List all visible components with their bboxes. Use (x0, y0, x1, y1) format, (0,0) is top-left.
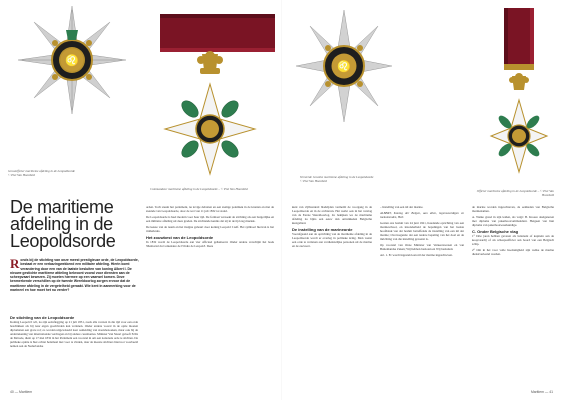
left-column-1 (10, 314, 138, 390)
royal-decree-salutation: ALBERT, Koning der Belgen, aan allen, tegenwoordigen en toekomenden, Heil. (380, 210, 464, 219)
paragraph: A. Weike graad in zijn leiden, als volgt: B. Kroeze deelgenoten met diploma van paketbootcommandant. Hetgeen van hun diploma van paketbootweerkundige. (472, 214, 554, 227)
commander-caption: Commandeur maritieme afdeling in de Leopoldsorde – © Piet Van Hoordeld (150, 187, 248, 191)
paragraph: De keuze van de naam en het insigne gebeurt door koning Leopold I zelf. Het symbool hiervan is het ridderkruis. (146, 224, 274, 233)
paragraph: 1° Drie jaren hebben gevaren als luitenant of kapitein aan de koopvaardij of als scheepsofficier aan boord van een Belgisch schip. (472, 234, 554, 247)
paragraph: Art. 1. Er wordt ingesteld een nil der marine ingeschreven. (380, 252, 453, 257)
spine-gutter (281, 0, 282, 400)
paragraph: Op voorstel van Onze Minister van Verkeerswezen en van Buitenlandse Zaken; Wij hebben besloten en Wij besluiten: (380, 242, 464, 251)
officer-cross-photo (488, 6, 550, 186)
right-column-2 (380, 206, 464, 390)
section-heading-instelling: De instelling van de marineorde (292, 226, 353, 232)
paragraph: orden. Toch steunt het parlement, na lovige debatten en een stemge polemiek in de kranten en met de steunde van Leopoldsorde, door de wet van 11 juli 1832 tot stand. (146, 206, 274, 213)
lead-text: onds bij de stichting van onze meest prestigieuze orde, de Leopoldsorde, bestaat er een verbazingwekkend een militaire afdeling. Hierin komt verandering door een van de laatste besluiten van koning Albert I. De nieuwe gestichte maritieme afdeling bekroont vooral voor diensten aan de scheepvaart bewezen. Zij moeten hiermee op een vaarwel komen. Deze kenmerkende verschillen op de tweede Wereldoorlog zorgen ervoor dat de maritieme afdeling in de vergetelheid geraakt. Wie kent in aanmerking voor de marineel en hoe moet het nu verder? (10, 258, 139, 293)
section-heading-zouwbest: Het zouwbest van de Leopoldsorde (146, 234, 214, 240)
svg-text:♌: ♌ (65, 55, 79, 67)
svg-text:♌: ♌ (337, 61, 351, 73)
grand-officer-caption: Grootofficier maritieme afdeling in de Leopoldsorde © Piet Van Hoordeld (8, 169, 75, 177)
article-title: De maritieme afdeling in de Leopoldsorde (10, 197, 116, 251)
left-column-2 (146, 206, 274, 390)
right-column-1 (292, 206, 372, 390)
paragraph: kunt van vijfhonderd bladzijden vermeldt de voorgang in de Leopoldsorde en in de archieven. Het werkt ook in het verslag van de Eerste Wereldoorlog. Zo bekijken we de maritieme afdeling na bijna een eeuw dan ontwikkelen Belgische kustgebied. (292, 206, 372, 225)
page-number-left: 40 — Maritiem (10, 390, 33, 394)
commander-cross-photo (140, 4, 280, 179)
grand-cordon-star-photo (294, 6, 394, 124)
paragraph: Voorafgaand aan de oprichting van de maritieme afdeling in de Leopoldsorde wordt er overleg in politieke kring. Men wenst een orde te verlenen aan verdienstelijke personen uit de marine en de zeevaart. (292, 232, 372, 249)
paragraph: Koning Leopold I wil, na zijn eedaflegging op 21 juli 1831, zoals alle vorsten in die tijd voor een orde beschikken als hij naar eigen goedvinden kan verlenen. Onder andere vooral in de optie moeten diplomaten een grote rol; zo worden uitgewisseld naar aanleiding van staatsbezoeken, maar ook bij de ondertekening van internationale verdragen en bij andere ceremonies. Minister Van Stuart gelooft Félix de Mérode, dient op 17 mei 1832 in het Parlement een voorstel in om een nationale orde te stichten. De publieke opinie is hier echter helemaal niet voor te vinden, daar de meeste stichters hiervoor voorbeeld nemen aan de Nederlandse (10, 320, 138, 349)
paragraph: De Leopoldsorde is heel modern voor haar tijd. De formaat verzoekt de stichting als een burgerlijke en een militaire afdeling uit deze graden. De stichtende kennis dat zij in de tijd zeg muziek. (146, 214, 274, 223)
grand-officer-star-photo (18, 4, 126, 116)
right-column-3 (472, 206, 554, 390)
drop-cap: R (10, 256, 20, 271)
officer-caption: Officier maritieme afdeling in de Leopoldsorde – © Piet Van Hoordeld (476, 189, 554, 197)
grand-cordon-caption: Versierde Groothe maritieme afdeling in de Leopoldsorde © Piet Van Hoordeld (300, 175, 374, 183)
article-lead (10, 258, 140, 292)
section-heading-stichting: De stichting van de Leopoldsorde (10, 315, 75, 320)
page-number-right: Maritiem — 41 (530, 390, 553, 394)
paragraph: 2° Om in het voor volle hoedanigheid zijn welke de marine dienstverleend worden. (472, 248, 554, 257)
paragraph: de marine worden ingeschreven, de eenheden van Belgische marinenamen. (472, 206, 554, 213)
paragraph: – Instelling van een nil der marine. (380, 206, 424, 209)
paragraph: Gezien ons besluit van 24 juni 1921, houdende oprichting van een marineschool, en inzonderheid de bepalingen van het laatste hoofdstuk van dat besluit betreffende de instelling van een nil der marine; Overwegende dat een nadere bepaling van het doel en de inrichting van die instelling gewenst is. (380, 220, 464, 241)
section-heading-vlag: C. Onder Belgische vlag (472, 228, 519, 234)
paragraph: In 1832 wordt de Leopoldsorde aan vier officieel gehanteerd. Onder andere verschijnt het boek 'Memorial du Centenaire de l'Ordre de Léopold'. Deze (146, 240, 274, 249)
